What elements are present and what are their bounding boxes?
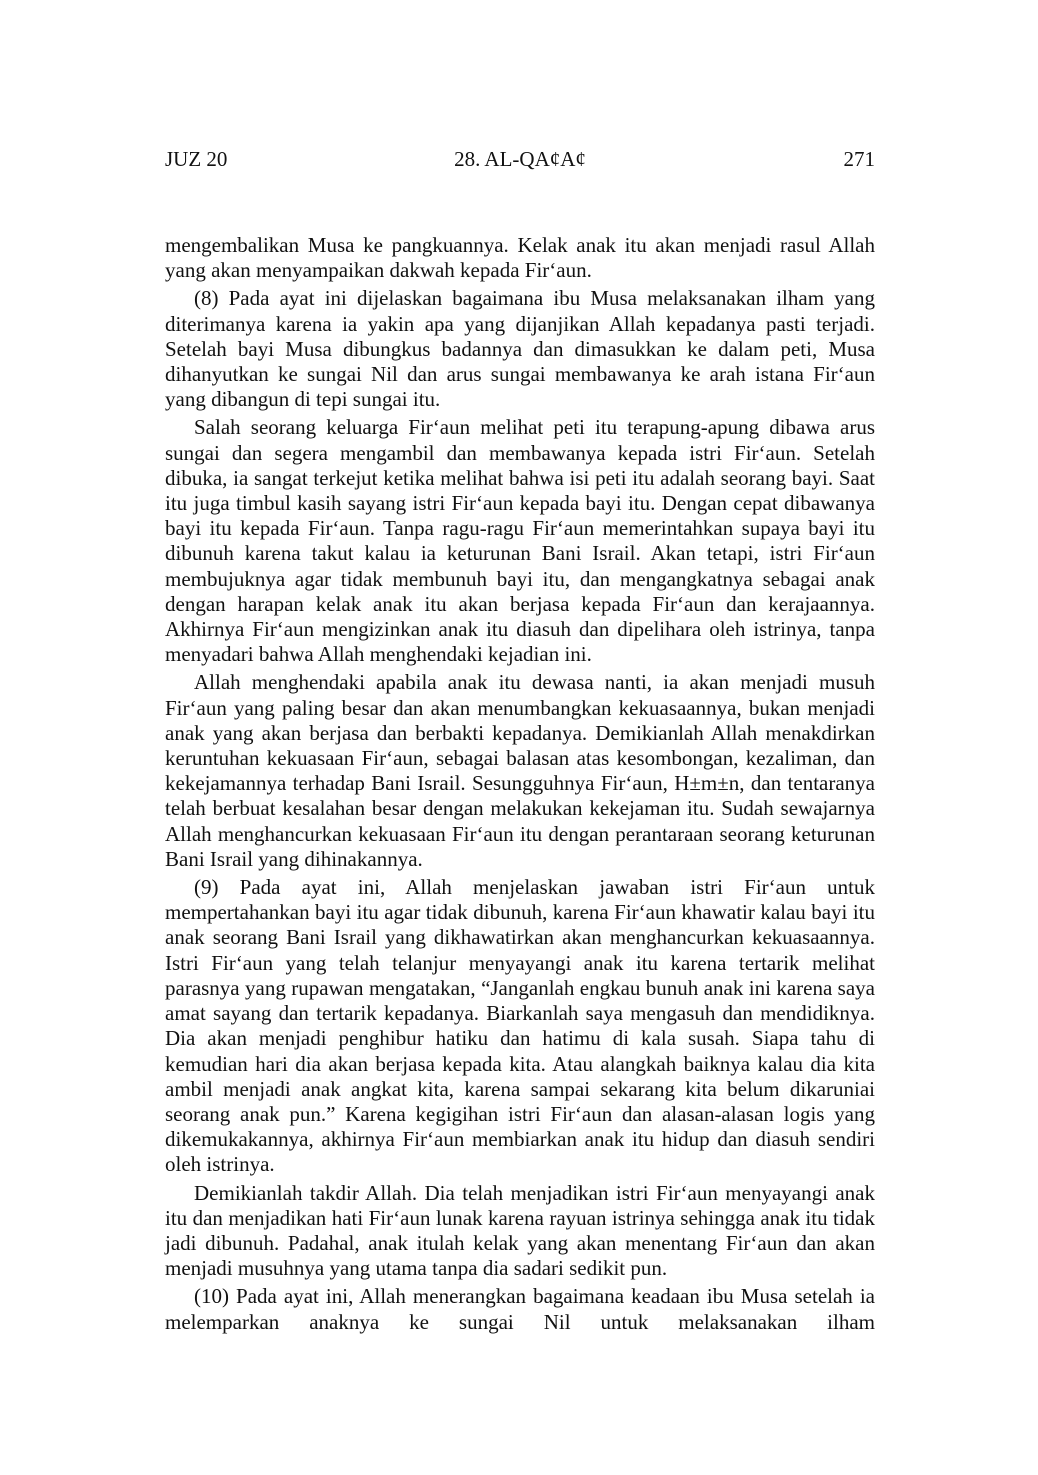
paragraph-verse-10: (10) Pada ayat ini, Allah menerangkan bagaimana keadaan ibu Musa setelah ia melemparkan anaknya ke sungai Nil untuk melaksanakan ilham	[165, 1284, 875, 1334]
paragraph: Salah seorang keluarga Fir‘aun melihat peti itu terapung-apung dibawa arus sungai dan segera mengambil dan membawanya kepada istri Fir‘aun. Setelah dibuka, ia sangat terkejut ketika melihat bahwa isi peti itu adalah seorang bayi. Saat itu juga timbul kasih sayang istri Fir‘aun kepada bayi itu. Dengan cepat dibawanya bayi itu kepada Fir‘aun. Tanpa ragu-ragu Fir‘aun memerintahkan supaya bayi itu dibunuh karena takut kalau ia keturunan Bani Israil. Akan tetapi, istri Fir‘aun membujuknya agar tidak membunuh bayi itu, dan mengangkatnya sebagai anak dengan harapan kelak anak itu akan berjasa kepada Fir‘aun dan kerajaannya. Akhirnya Fir‘aun mengizinkan anak itu diasuh dan dipelihara oleh istrinya, tanpa menyadari bahwa Allah menghendaki kejadian ini.	[165, 415, 875, 667]
paragraph: Allah menghendaki apabila anak itu dewasa nanti, ia akan menjadi musuh Fir‘aun yang paling besar dan akan menumbangkan kekuasaannya, bukan menjadi anak yang akan berjasa dan berbakti kepadanya. Demikianlah Allah menakdirkan keruntuhan kekuasaan Fir‘aun, sebagai balasan atas kesombongan, kezaliman, dan kekejamannya terhadap Bani Israil. Sesungguhnya Fir‘aun, H±m±n, dan tentaranya telah berbuat kesalahan besar dengan melakukan kekejaman itu. Sudah sewajarnya Allah menghancurkan kekuasaan Fir‘aun itu dengan perantaraan seorang keturunan Bani Israil yang dihinakannya.	[165, 670, 875, 871]
paragraph-continuation: mengembalikan Musa ke pangkuannya. Kelak anak itu akan menjadi rasul Allah yang akan menyampaikan dakwah kepada Fir‘aun.	[165, 233, 875, 283]
body-text	[165, 233, 875, 1338]
paragraph-verse-8: (8) Pada ayat ini dijelaskan bagaimana ibu Musa melaksanakan ilham yang diterimanya karena ia yakin apa yang dijanjikan Allah kepadanya pasti terjadi. Setelah bayi Musa dibungkus badannya dan dimasukkan ke dalam peti, Musa dihanyutkan ke sungai Nil dan arus sungai membawanya ke arah istana Fir‘aun yang dibangun di tepi sungai itu.	[165, 286, 875, 412]
paragraph: Demikianlah takdir Allah. Dia telah menjadikan istri Fir‘aun menyayangi anak itu dan menjadikan hati Fir‘aun lunak karena rayuan istrinya sehingga anak itu tidak jadi dibunuh. Padahal, anak itulah kelak yang akan menentang Fir‘aun dan akan menjadi musuhnya yang utama tanpa dia sadari sedikit pun.	[165, 1180, 875, 1281]
paragraph-verse-9: (9) Pada ayat ini, Allah menjelaskan jawaban istri Fir‘aun untuk mempertahankan bayi itu agar tidak dibunuh, karena Fir‘aun khawatir kalau bayi itu anak seorang Bani Israil yang dikhawatirkan akan menghancurkan kekuasaannya. Istri Fir‘aun yang telah telanjur menyayangi anak itu karena tertarik melihat parasnya yang rupawan mengatakan, “Janganlah engkau bunuh anak ini karena saya amat sayang dan tertarik kepadanya. Biarkanlah saya mengasuh dan mendidiknya. Dia akan menjadi penghibur hatiku dan hatimu di kala susah. Siapa tahu di kemudian hari dia akan berjasa kepada kita. Atau alangkah baiknya kalau dia kita ambil menjadi anak angkat kita, karena sampai sekarang kita belum dikaruniai seorang anak pun.” Karena kegigihan istri Fir‘aun dan alasan-alasan logis yang dikemukakannya, akhirnya Fir‘aun membiarkan anak itu hidup dan diasuh sendiri oleh istrinya.	[165, 875, 875, 1177]
running-header	[165, 144, 875, 174]
surah-title: 28. AL-QA¢A¢	[454, 147, 586, 171]
page-number: 271	[843, 147, 875, 171]
juz-label: JUZ 20	[165, 147, 228, 171]
